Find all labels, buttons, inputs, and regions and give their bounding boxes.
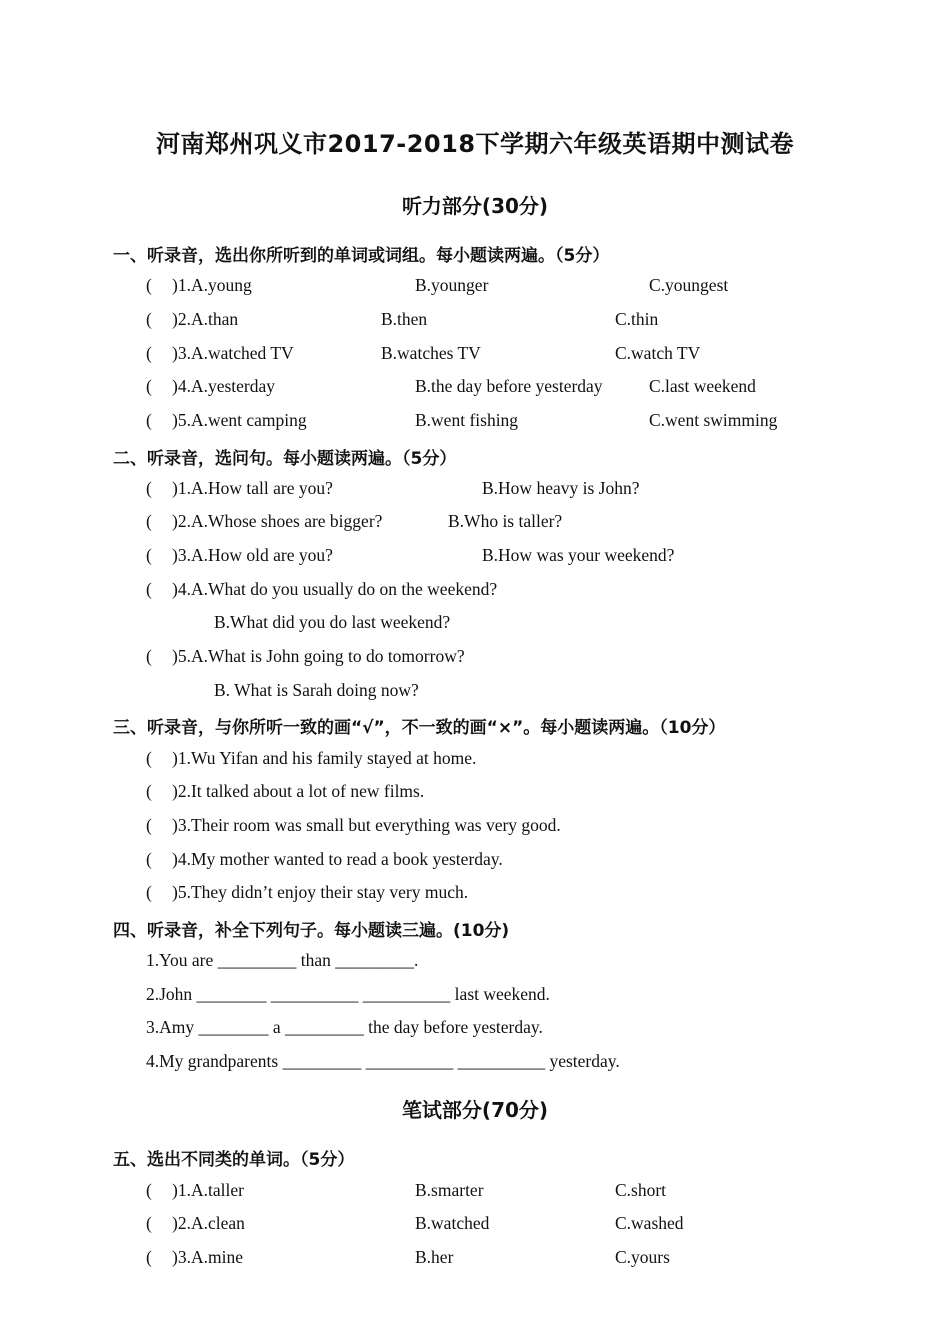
answer-paren[interactable]: ( — [146, 343, 152, 363]
statement: )5.They didn’t enjoy their stay very much. — [172, 882, 469, 902]
answer-paren[interactable]: ( — [146, 410, 152, 430]
option-b: B. What is Sarah doing now? — [214, 680, 419, 700]
option-a: )2.A.than — [172, 309, 239, 329]
option-a: )2.A.Whose shoes are bigger? — [172, 511, 383, 531]
answer-paren[interactable]: ( — [146, 849, 152, 869]
option-b: B.the day before yesterday — [415, 376, 603, 396]
answer-paren[interactable]: ( — [146, 376, 152, 396]
option-c: C.went swimming — [649, 410, 778, 430]
option-a: )5.A.went camping — [172, 410, 307, 430]
option-a: )3.A.How old are you? — [172, 545, 333, 565]
option-a: )2.A.clean — [172, 1213, 245, 1233]
option-b: B.Who is taller? — [448, 511, 563, 531]
answer-paren[interactable]: ( — [146, 478, 152, 498]
answer-paren[interactable]: ( — [146, 882, 152, 902]
section-5-heading: 五、选出不同类的单词。（5分） — [113, 1150, 355, 1170]
section-4-heading: 四、听录音，补全下列句子。每小题读三遍。(10分) — [113, 921, 510, 941]
option-b: B.younger — [415, 275, 489, 295]
section-1-heading: 一、听录音，选出你所听到的单词或词组。每小题读两遍。（5分） — [113, 246, 610, 266]
answer-paren[interactable]: ( — [146, 815, 152, 835]
option-b: B.smarter — [415, 1180, 484, 1200]
statement: )4.My mother wanted to read a book yesterday. — [172, 849, 503, 869]
fill-blank-sentence[interactable]: 4.My grandparents _________ __________ __________ yesterday. — [146, 1051, 620, 1071]
statement: )3.Their room was small but everything was very good. — [172, 815, 561, 835]
option-b: B.watches TV — [381, 343, 481, 363]
answer-paren[interactable]: ( — [146, 1213, 152, 1233]
answer-paren[interactable]: ( — [146, 1180, 152, 1200]
fill-blank-sentence[interactable]: 3.Amy ________ a _________ the day before yesterday. — [146, 1017, 543, 1037]
writing-part-header: 笔试部分(70分) — [401, 1098, 549, 1122]
answer-paren[interactable]: ( — [146, 1247, 152, 1267]
fill-blank-sentence[interactable]: 2.John ________ __________ __________ last weekend. — [146, 984, 550, 1004]
option-b: B.then — [381, 309, 428, 329]
page-title: 河南郑州巩义市2017-2018下学期六年级英语期中测试卷 — [155, 130, 795, 158]
option-c: C.youngest — [649, 275, 729, 295]
answer-paren[interactable]: ( — [146, 275, 152, 295]
option-a: )5.A.What is John going to do tomorrow? — [172, 646, 465, 666]
option-c: C.yours — [615, 1247, 670, 1267]
answer-paren[interactable]: ( — [146, 511, 152, 531]
option-c: C.thin — [615, 309, 659, 329]
answer-paren[interactable]: ( — [146, 545, 152, 565]
answer-paren[interactable]: ( — [146, 646, 152, 666]
listening-part-header: 听力部分(30分) — [401, 194, 549, 218]
answer-paren[interactable]: ( — [146, 309, 152, 329]
option-b: B.How heavy is John? — [482, 478, 640, 498]
section-3-heading: 三、听录音，与你所听一致的画“√”，不一致的画“×”。每小题读两遍。（10分） — [113, 718, 726, 738]
option-a: )3.A.mine — [172, 1247, 243, 1267]
answer-paren[interactable]: ( — [146, 579, 152, 599]
option-b: B.watched — [415, 1213, 490, 1233]
answer-paren[interactable]: ( — [146, 781, 152, 801]
option-b: B.went fishing — [415, 410, 519, 430]
option-a: )1.A.young — [172, 275, 252, 295]
fill-blank-sentence[interactable]: 1.You are _________ than _________. — [146, 950, 419, 970]
option-b: B.How was your weekend? — [482, 545, 675, 565]
option-a: )1.A.taller — [172, 1180, 244, 1200]
statement: )2.It talked about a lot of new films. — [172, 781, 425, 801]
option-a: )3.A.watched TV — [172, 343, 294, 363]
option-a: )4.A.What do you usually do on the weekend? — [172, 579, 498, 599]
option-c: C.last weekend — [649, 376, 756, 396]
section-2-heading: 二、听录音，选问句。每小题读两遍。（5分） — [113, 449, 457, 469]
option-a: )4.A.yesterday — [172, 376, 276, 396]
answer-paren[interactable]: ( — [146, 748, 152, 768]
option-c: C.watch TV — [615, 343, 701, 363]
option-a: )1.A.How tall are you? — [172, 478, 333, 498]
option-b: B.What did you do last weekend? — [214, 612, 451, 632]
option-b: B.her — [415, 1247, 454, 1267]
option-c: C.short — [615, 1180, 667, 1200]
statement: )1.Wu Yifan and his family stayed at home. — [172, 748, 477, 768]
option-c: C.washed — [615, 1213, 684, 1233]
